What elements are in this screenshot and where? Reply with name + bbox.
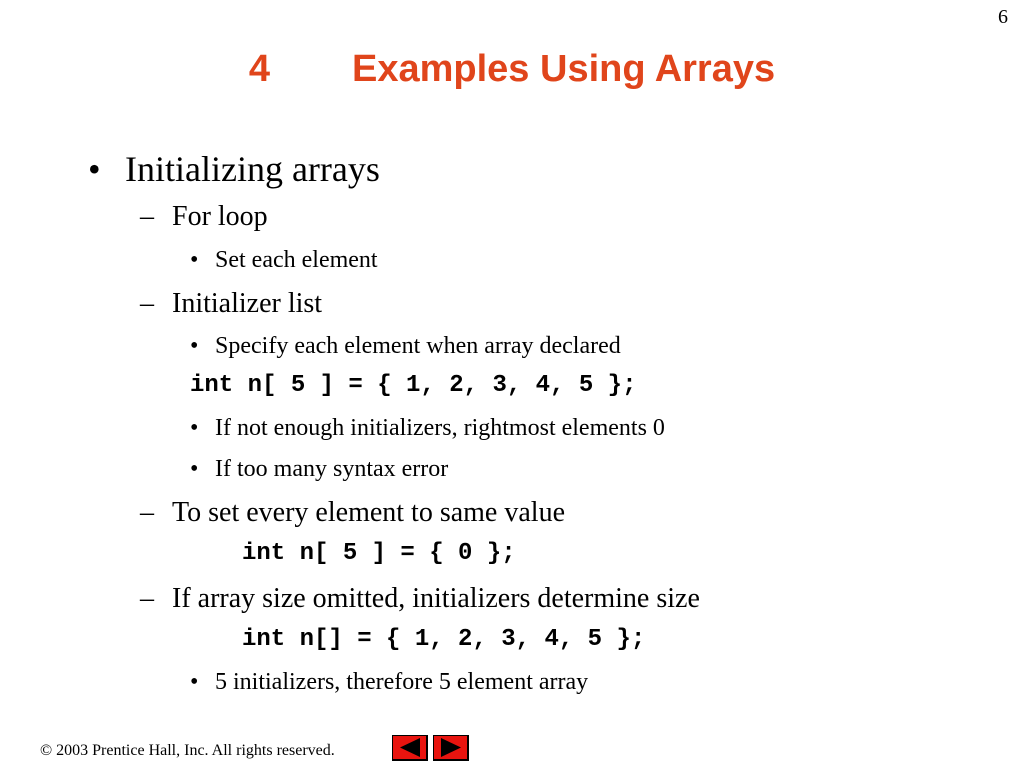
sub-bullet-for-loop: For loop xyxy=(172,201,268,232)
sub-bullet-initializer-list: Initializer list xyxy=(172,288,323,319)
dash-marker: – xyxy=(140,288,154,319)
code-initializer-list: int n[ 5 ] = { 1, 2, 3, 4, 5 }; xyxy=(190,372,637,399)
dash-marker: – xyxy=(140,497,154,528)
slide-title xyxy=(0,48,1024,91)
next-slide-button[interactable] xyxy=(433,735,469,761)
dash-marker: – xyxy=(140,583,154,614)
item-not-enough-initializers: If not enough initializers, rightmost elements 0 xyxy=(215,415,665,441)
title-text: Examples Using Arrays xyxy=(352,48,776,90)
page-number: 6 xyxy=(998,6,1008,28)
bullet-marker: • xyxy=(190,415,199,441)
section-number: 4 xyxy=(248,48,270,90)
bullet-marker: • xyxy=(190,247,199,273)
item-set-each-element: Set each element xyxy=(215,247,378,273)
copyright-symbol: © xyxy=(40,742,53,759)
bullet-marker: • xyxy=(190,333,199,359)
code-zero-init: int n[ 5 ] = { 0 }; xyxy=(242,540,516,567)
bullet-marker: • xyxy=(190,669,199,695)
item-five-initializers: 5 initializers, therefore 5 element array xyxy=(215,669,589,695)
bullet-marker: • xyxy=(190,456,199,482)
bullet-initializing-arrays: Initializing arrays xyxy=(125,149,380,189)
sub-bullet-size-omitted: If array size omitted, initializers determine size xyxy=(172,583,700,614)
previous-slide-button[interactable] xyxy=(392,735,428,761)
dash-marker: – xyxy=(140,201,154,232)
copyright-text: 2003 Prentice Hall, Inc. All rights reserved. xyxy=(52,742,335,759)
copyright-footer xyxy=(40,742,335,760)
item-specify-each-element: Specify each element when array declared xyxy=(215,333,621,359)
left-arrow-icon xyxy=(392,735,428,761)
sub-bullet-same-value: To set every element to same value xyxy=(172,497,565,528)
code-size-omitted: int n[] = { 1, 2, 3, 4, 5 }; xyxy=(242,626,646,653)
item-too-many-initializers: If too many syntax error xyxy=(215,456,449,482)
right-arrow-icon xyxy=(433,735,469,761)
bullet-marker: • xyxy=(88,149,101,189)
